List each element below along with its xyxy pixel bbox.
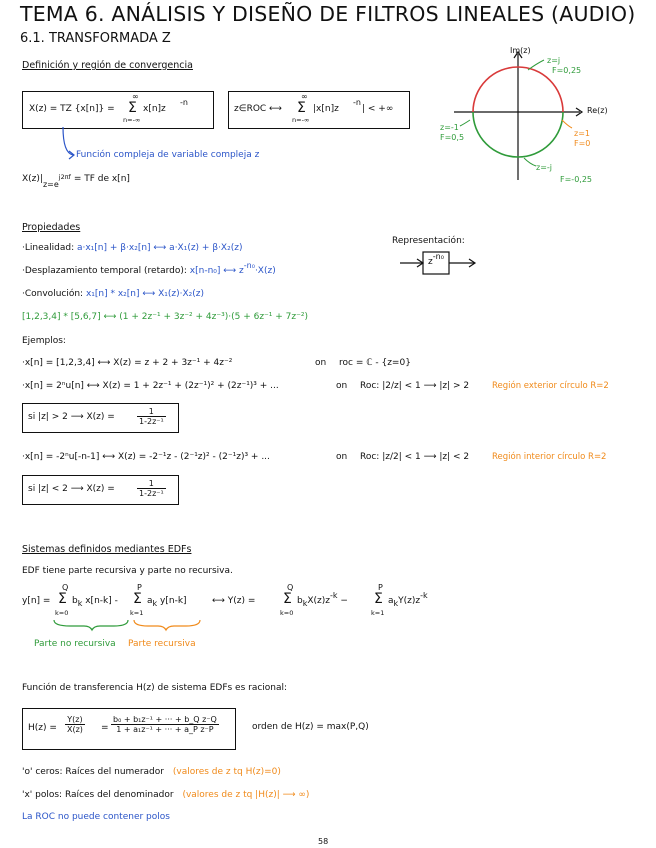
result-box-1-left: si |z| > 2 ⟶ X(z) = [28,412,115,422]
label-z-j: z=j [547,56,561,65]
roc-eq: z∈ROC ⟷ [234,104,282,114]
roc-exp: -n [353,98,361,107]
example-1: ·x[n] = [1,2,3,4] ⟷ X(z) = z + 2 + 3z⁻¹ + 4z⁻² [22,358,233,368]
roc-sum-body: |x[n]z [313,104,339,114]
systems-intro: EDF tiene parte recursiva y parte no recursiva. [22,566,233,576]
edf-term-3: bkX(z)z-k − [297,591,348,608]
edf-term-4-tail: Y(z)z [398,596,421,606]
convolution-row [22,289,204,299]
order-text: orden de H(z) = max(P,Q) [252,722,369,732]
label-z-minus-j: z=-j [536,163,553,172]
sum4-top: P [378,583,383,592]
poles-mark: 'x' polos: [22,790,63,800]
edf-term-3-tail: X(z)z [307,596,330,606]
example-3-on: on [336,452,348,462]
fraction-denominator: X(z) [67,725,83,734]
zeros-text: Raíces del numerador [65,767,164,777]
fraction-denominator: 1-2z⁻¹ [139,417,164,426]
edf-left: y[n] = [22,596,51,606]
recursive-brace [134,620,200,630]
example-2: ·x[n] = 2ⁿu[n] ⟷ X(z) = 1 + 2z⁻¹ + (2z⁻¹)² + (2z⁻¹)³ + ... [22,381,279,391]
delay-symbol [428,252,444,267]
shift-label: ·Desplazamiento temporal (retardo): [22,266,187,276]
edf-term-1-tail: x[n-k] - [85,596,118,606]
transfer-intro: Función de transferencia H(z) de sistema EDFs es racional: [22,683,288,693]
examples-heading: Ejemplos: [22,336,66,346]
definition-heading: Definición y región de convergencia [22,60,193,71]
b-coef: b [297,596,303,606]
properties-heading: Propiedades [22,222,81,233]
representation-label: Representación: [392,236,465,246]
sum-symbol: Σ [128,100,137,116]
definition-box [22,91,214,129]
sum-symbol: Σ [374,591,383,607]
label-z-1: z=1 [574,129,590,138]
edf-arrow: ⟷ Y(z) = [212,596,256,606]
example-1-on: on [315,358,327,368]
recursive-label: Parte recursiva [128,639,196,649]
top-pointer [528,60,544,70]
poles-note: (valores de z tq |H(z)| ⟶ ∞) [182,790,310,800]
linearity-eq: a·x₁[n] + β·x₂[n] ⟷ a·X₁(z) + β·X₂(z) [76,243,243,253]
fraction-denominator: 1-2z⁻¹ [139,489,164,498]
sum-symbol: Σ [297,100,306,116]
label-f-05: F=0,5 [440,133,465,142]
linearity-label: ·Linealidad: [22,243,75,253]
transfer-poly-fraction [111,715,219,734]
sum-symbol: Σ [58,591,67,607]
example-3-region: Región interior círculo R=2 [492,452,607,462]
re-label: Re(z) [587,106,608,115]
zeros-note: (valores de z tq H(z)=0) [172,767,281,777]
sum1-top: Q [62,583,69,592]
tf-left: X(z)| [22,174,43,184]
shift-exp: -n₀ [243,261,255,270]
poles-text: Raíces del denominador [64,790,174,800]
zeros-row [22,767,281,777]
zeros-mark: 'o' ceros: [22,767,63,777]
a-coef: a [147,596,153,606]
im-label: Im(z) [510,46,531,55]
definition-eq: X(z) = TZ {x[n]} = [29,104,115,114]
section-title: 6.1. TRANSFORMADA Z [20,31,171,46]
roc-sum-bottom: n=-∞ [292,116,310,124]
edf-term-4: akY(z)z-k [388,591,428,608]
sum3-top: Q [287,583,294,592]
definition-sum-top: ∞ [132,92,139,101]
result-box-1 [22,403,179,433]
nonrecursive-label: Parte no recursiva [34,639,116,649]
example-1-roc: roc = ℂ - {z=0} [339,358,411,368]
definition-sum-body: x[n]z [143,104,166,114]
systems-heading: Sistemas definidos mediantes EDFs [22,544,192,555]
convolution-eq: x₁[n] * x₂[n] ⟷ X₁(z)·X₂(z) [85,289,205,299]
transfer-left: H(z) = [28,723,57,733]
bottom-pointer [524,158,536,166]
sum4-bottom: k=1 [371,609,385,617]
page-title: TEMA 6. ANÁLISIS Y DISEÑO DE FILTROS LINEALES (AUDIO) [20,2,636,26]
result-box-2-fraction [137,479,166,498]
edf-term-2: ak y[n-k] [147,596,187,608]
b-coef: b [72,596,78,606]
shift-eq: x[n-n₀] ⟷ z [189,266,244,276]
edf-term-2-tail: y[n-k] [160,596,187,606]
label-f-minus-025: F=-0,25 [560,175,593,184]
sum-symbol: Σ [133,591,142,607]
linearity-row [22,243,242,253]
edf-term-4-exp: -k [420,591,428,600]
fraction-denominator: 1 + a₁z⁻¹ + ··· + a_P z⁻P [116,725,214,734]
roc-note: La ROC no puede contener polos [22,812,170,822]
nonrecursive-brace [54,620,128,630]
edf-braces [50,618,210,632]
complex-function-note: Función compleja de variable compleja z [76,150,260,160]
convolution-label: ·Convolución: [22,289,84,299]
result-box-1-fraction [137,407,166,426]
edf-term-3-exp: -k [330,591,338,600]
definition-exp: -n [180,98,188,107]
fraction-numerator: b₀ + b₁z⁻¹ + ··· + b_Q z⁻Q [113,715,217,724]
sum-symbol: Σ [283,591,292,607]
tf-line [22,173,130,189]
result-box-2-left: si |z| < 2 ⟶ X(z) = [28,484,115,494]
roc-sum-top: ∞ [301,92,308,101]
left-pointer [460,120,470,126]
result-box-2 [22,475,179,505]
shift-tail: ·X(z) [254,266,276,276]
example-3: ·x[n] = -2ⁿu[-n-1] ⟷ X(z) = -2⁻¹z - (2⁻¹z)² - (2⁻¹z)³ + ... [22,452,270,462]
transfer-equals: = [101,723,109,733]
delay-exp: -n₀ [432,252,444,261]
fraction-numerator: 1 [137,407,166,417]
example-3-roc: Roc: |z/2| < 1 ⟶ |z| < 2 [360,452,470,462]
roc-tail: | < +∞ [362,104,394,114]
example-2-region: Región exterior círculo R=2 [492,381,609,391]
sum1-bottom: k=0 [55,609,69,617]
fraction-numerator: Y(z) [65,715,85,725]
edf-term-1: bk x[n-k] - [72,596,118,608]
fraction-numerator: 1 [137,479,166,489]
transfer-yx-fraction [65,715,85,734]
sum2-bottom: k=1 [130,609,144,617]
delay-z: z [428,257,433,267]
definition-sum-bottom: n=-∞ [123,116,141,124]
sum3-bottom: k=0 [280,609,294,617]
tf-tail: = TF de x[n] [73,174,130,184]
example-2-roc: Roc: |2/z| < 1 ⟶ |z| > 2 [360,381,470,391]
right-pointer [562,120,572,128]
shift-row [22,261,276,276]
sum2-top: P [137,583,142,592]
roc-box [228,91,410,129]
label-f-0: F=0 [574,139,591,148]
note-arrow [55,127,75,163]
transfer-function-box [22,708,236,750]
label-f-025: F=0,25 [552,66,582,75]
tf-sub: z=e [42,180,59,189]
poles-row [22,790,309,800]
page-number: 58 [318,837,329,846]
convolution-example: [1,2,3,4] * [5,6,7] ⟷ (1 + 2z⁻¹ + 3z⁻² + 4z⁻³)·(5 + 6z⁻¹ + 7z⁻²) [22,312,308,322]
tf-sub-exp: j2πf [58,173,71,181]
label-z-minus-1: z=-1 [440,123,459,132]
example-2-on: on [336,381,348,391]
a-coef: a [388,596,394,606]
